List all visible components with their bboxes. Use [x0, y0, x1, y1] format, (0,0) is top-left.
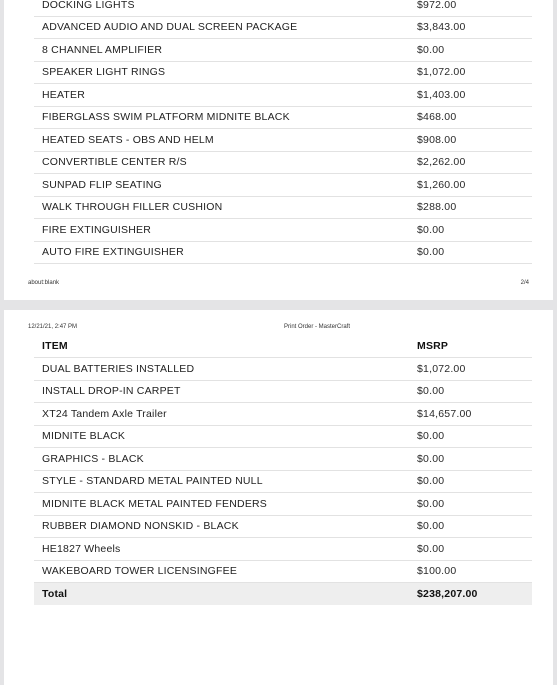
- table-row: [34, 448, 532, 471]
- table-row: [34, 380, 532, 403]
- page-number: 2/4: [520, 280, 529, 286]
- item-name: CONVERTIBLE CENTER R/S: [34, 151, 409, 174]
- item-msrp: $1,072.00: [409, 358, 532, 381]
- table-row: [34, 0, 532, 16]
- item-msrp: $1,260.00: [409, 174, 532, 197]
- table-header-row: [34, 335, 532, 358]
- item-name: SUNPAD FLIP SEATING: [34, 174, 409, 197]
- table-row: [34, 16, 532, 39]
- table-row: [34, 61, 532, 84]
- item-msrp: $908.00: [409, 129, 532, 152]
- table-row: [34, 403, 532, 426]
- column-header-item: ITEM: [34, 335, 409, 358]
- item-msrp: $0.00: [409, 493, 532, 516]
- total-row: [34, 583, 532, 606]
- table-row: [34, 241, 532, 264]
- table-row: [34, 515, 532, 538]
- item-msrp: $0.00: [409, 425, 532, 448]
- total-label: Total: [34, 583, 409, 606]
- item-name: XT24 Tandem Axle Trailer: [34, 403, 409, 426]
- table-row: [34, 174, 532, 197]
- item-name: DOCKING LIGHTS: [34, 0, 409, 16]
- item-name: SPEAKER LIGHT RINGS: [34, 61, 409, 84]
- table-row: [34, 425, 532, 448]
- table-row: [34, 358, 532, 381]
- item-msrp: $468.00: [409, 106, 532, 129]
- table-row: [34, 470, 532, 493]
- item-msrp: $0.00: [409, 538, 532, 561]
- item-msrp: $972.00: [409, 0, 532, 16]
- item-msrp: $0.00: [409, 515, 532, 538]
- item-msrp: $0.00: [409, 448, 532, 471]
- item-name: WALK THROUGH FILLER CUSHION: [34, 196, 409, 219]
- print-page-2: [4, 0, 553, 300]
- table-row: [34, 129, 532, 152]
- item-name: AUTO FIRE EXTINGUISHER: [34, 241, 409, 264]
- item-name: INSTALL DROP-IN CARPET: [34, 380, 409, 403]
- page-footer-url: about:blank: [28, 280, 60, 286]
- table-row: [34, 196, 532, 219]
- table-row: [34, 106, 532, 129]
- item-msrp: $100.00: [409, 560, 532, 583]
- item-name: ADVANCED AUDIO AND DUAL SCREEN PACKAGE: [34, 16, 409, 39]
- table-row: [34, 538, 532, 561]
- item-name: 8 CHANNEL AMPLIFIER: [34, 39, 409, 62]
- order-items-table: [34, 0, 532, 264]
- item-msrp: $0.00: [409, 219, 532, 242]
- item-msrp: $1,072.00: [409, 61, 532, 84]
- item-msrp: $2,262.00: [409, 151, 532, 174]
- item-name: DUAL BATTERIES INSTALLED: [34, 358, 409, 381]
- table-row: [34, 39, 532, 62]
- item-name: HEATED SEATS - OBS AND HELM: [34, 129, 409, 152]
- table-row: [34, 560, 532, 583]
- table-row: [34, 84, 532, 107]
- table-row: [34, 219, 532, 242]
- item-msrp: $0.00: [409, 39, 532, 62]
- table-row: [34, 151, 532, 174]
- item-name: GRAPHICS - BLACK: [34, 448, 409, 471]
- print-date: 12/21/21, 2:47 PM: [28, 324, 78, 330]
- item-msrp: $0.00: [409, 241, 532, 264]
- order-items-table: [34, 335, 532, 605]
- item-name: MIDNITE BLACK: [34, 425, 409, 448]
- item-msrp: $14,657.00: [409, 403, 532, 426]
- item-msrp: $288.00: [409, 196, 532, 219]
- item-name: HEATER: [34, 84, 409, 107]
- item-msrp: $0.00: [409, 470, 532, 493]
- item-msrp: $1,403.00: [409, 84, 532, 107]
- item-name: RUBBER DIAMOND NONSKID - BLACK: [34, 515, 409, 538]
- print-title: Print Order - MasterCraft: [284, 324, 351, 330]
- item-name: MIDNITE BLACK METAL PAINTED FENDERS: [34, 493, 409, 516]
- table-row: [34, 493, 532, 516]
- item-name: STYLE - STANDARD METAL PAINTED NULL: [34, 470, 409, 493]
- total-value: $238,207.00: [409, 583, 532, 606]
- print-page-3: [4, 310, 553, 685]
- column-header-msrp: MSRP: [409, 335, 532, 358]
- item-msrp: $0.00: [409, 380, 532, 403]
- item-name: FIRE EXTINGUISHER: [34, 219, 409, 242]
- item-name: WAKEBOARD TOWER LICENSINGFEE: [34, 560, 409, 583]
- item-name: HE1827 Wheels: [34, 538, 409, 561]
- item-name: FIBERGLASS SWIM PLATFORM MIDNITE BLACK: [34, 106, 409, 129]
- item-msrp: $3,843.00: [409, 16, 532, 39]
